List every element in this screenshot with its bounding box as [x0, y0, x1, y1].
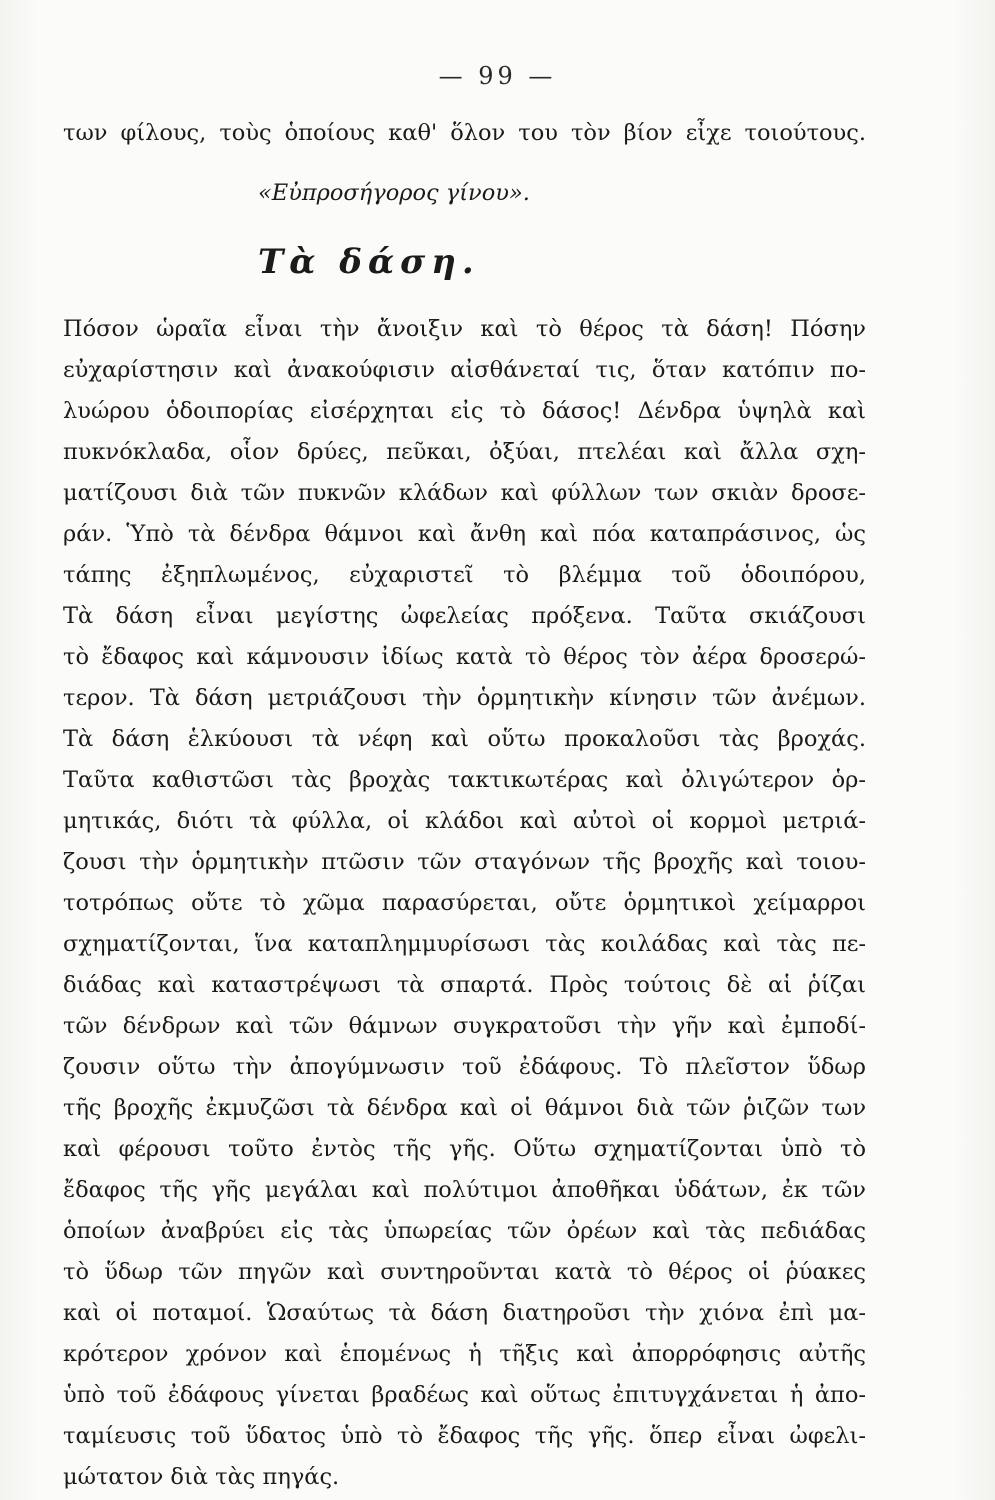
body-line: πυκνόκλαδα, οἷον δρύες, πεῦκαι, ὀξύαι, πτελέαι καὶ ἄλλα σχη- [63, 439, 866, 465]
body-line: τὸ ὕδωρ τῶν πηγῶν καὶ συντηροῦνται κατὰ τὸ θέρος οἱ ῥύακες [63, 1259, 866, 1285]
body-line: τοτρόπως οὔτε τὸ χῶμα παρασύρεται, οὔτε ὁρμητικοὶ χείμαρροι [63, 890, 866, 916]
body-line: ἔδαφος τῆς γῆς μεγάλαι καὶ πολύτιμοι ἀποθῆκαι ὑδάτων, ἐκ τῶν [63, 1177, 866, 1203]
body-line: ταμίευσις τοῦ ὕδατος ὑπὸ τὸ ἔδαφος τῆς γῆς. ὅπερ εἶναι ὠφελι- [63, 1423, 866, 1449]
source-quote: «Εὐπροσήγορος γίνου». [258, 180, 530, 206]
body-line: διάδας καὶ καταστρέψωσι τὰ σπαρτά. Πρὸς τούτοις δὲ αἱ ῥίζαι [63, 972, 866, 998]
body-line: ὑπὸ τοῦ ἐδάφους γίνεται βραδέως καὶ οὕτως ἐπιτυγχάνεται ἡ ἀπο- [63, 1382, 866, 1408]
body-line: τάπης ἐξηπλωμένος, εὐχαριστεῖ τὸ βλέμμα τοῦ ὁδοιπόρου, [63, 562, 866, 588]
body-line: καὶ φέρουσι τοῦτο ἐντὸς τῆς γῆς. Οὕτω σχηματίζονται ὑπὸ τὸ [63, 1136, 866, 1162]
body-line: κρότερον χρόνον καὶ ἑπομένως ἡ τῆξις καὶ ἀπορρόφησις αὐτῆς [63, 1341, 866, 1367]
body-line: λυώρου ὁδοιπορίας εἰσέρχηται εἰς τὸ δάσος! Δένδρα ὑψηλὰ καὶ [63, 398, 866, 424]
body-line: ζουσι τὴν ὁρμητικὴν πτῶσιν τῶν σταγόνων τῆς βροχῆς καὶ τοιου- [63, 849, 866, 875]
body-line: Τὰ δάση εἶναι μεγίστης ὠφελείας πρόξενα. Ταῦτα σκιάζουσι [63, 603, 866, 629]
page-number: — 99 — [438, 62, 557, 90]
body-line: τὸ ἔδαφος καὶ κάμνουσιν ἰδίως κατὰ τὸ θέρος τὸν ἀέρα δροσερώ- [63, 644, 866, 670]
body-line: ράν. Ὑπὸ τὰ δένδρα θάμνοι καὶ ἄνθη καὶ πόα καταπράσινος, ὡς [63, 521, 866, 547]
body-line: σχηματίζονται, ἵνα καταπλημμυρίσωσι τὰς κοιλάδας καὶ τὰς πε- [63, 931, 866, 957]
body-line: Τὰ δάση ἑλκύουσι τὰ νέφη καὶ οὕτω προκαλοῦσι τὰς βροχάς. [63, 726, 866, 752]
body-line: εὐχαρίστησιν καὶ ἀνακούφισιν αἰσθάνεταί τις, ὅταν κατόπιν πο- [63, 357, 866, 383]
body-line: καὶ οἱ ποταμοί. Ὡσαύτως τὰ δάση διατηροῦσι τὴν χιόνα ἐπὶ μα- [63, 1300, 866, 1326]
body-line: Ταῦτα καθιστῶσι τὰς βροχὰς τακτικωτέρας καὶ ὀλιγώτερον ὁρ- [63, 767, 866, 793]
body-line: ὁποίων ἀναβρύει εἰς τὰς ὑπωρείας τῶν ὀρέων καὶ τὰς πεδιάδας [63, 1218, 866, 1244]
section-title: Τὰ δάση. [258, 242, 480, 282]
first-line: των φίλους, τοὺς ὁποίους καθ' ὅλον του τὸν βίον εἶχε τοιούτους. [63, 120, 866, 146]
body-line: τερον. Τὰ δάση μετριάζουσι τὴν ὁρμητικὴν κίνησιν τῶν ἀνέμων. [63, 685, 866, 711]
body-line: ζουσιν οὕτω τὴν ἀπογύμνωσιν τοῦ ἐδάφους. Τὸ πλεῖστον ὕδωρ [63, 1054, 866, 1080]
body-line: μητικάς, διότι τὰ φύλλα, οἱ κλάδοι καὶ αὐτοὶ οἱ κορμοὶ μετριά- [63, 808, 866, 834]
body-line: τῆς βροχῆς ἐκμυζῶσι τὰ δένδρα καὶ οἱ θάμνοι διὰ τῶν ῥιζῶν των [63, 1095, 866, 1121]
body-line: Πόσον ὡραῖα εἶναι τὴν ἄνοιξιν καὶ τὸ θέρος τὰ δάση! Πόσην [63, 316, 866, 342]
body-line: τῶν δένδρων καὶ τῶν θάμνων συγκρατοῦσι τὴν γῆν καὶ ἐμποδί- [63, 1013, 866, 1039]
body-line-last: μώτατον διὰ τὰς πηγάς. [63, 1464, 340, 1490]
body-line: ματίζουσι διὰ τῶν πυκνῶν κλάδων καὶ φύλλων των σκιὰν δροσε- [63, 480, 866, 506]
